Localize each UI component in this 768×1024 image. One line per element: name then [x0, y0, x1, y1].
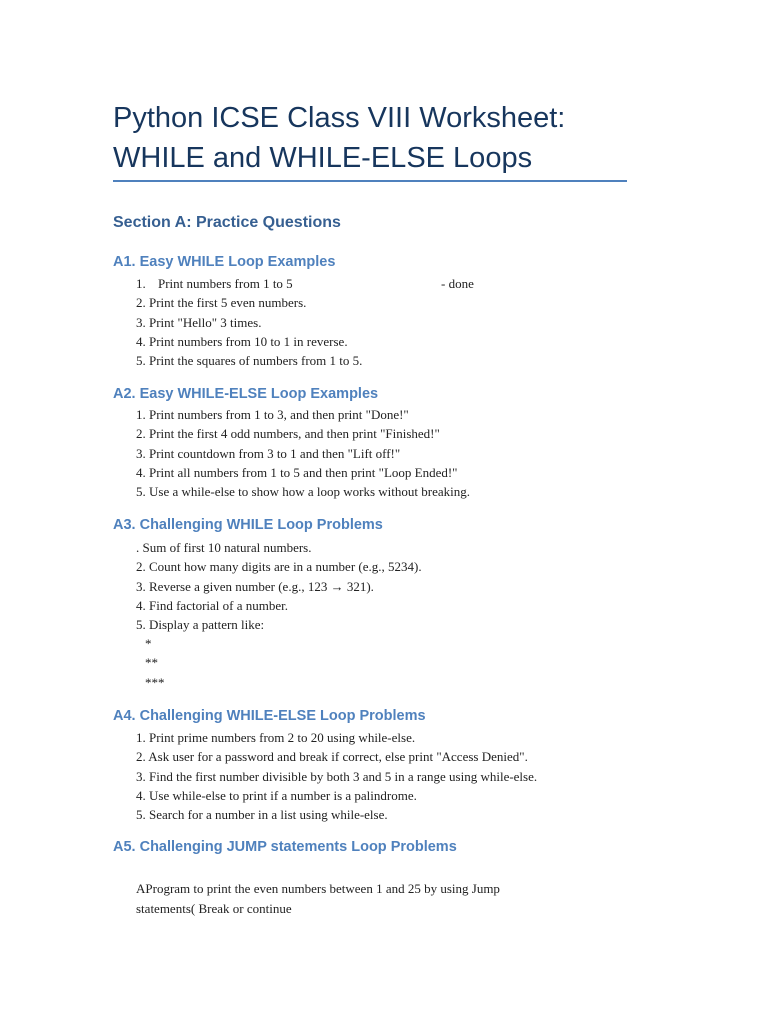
section-a-heading: Section A: Practice Questions [113, 214, 341, 231]
a4-heading: A4. Challenging WHILE-ELSE Loop Problems [113, 708, 426, 724]
list-item: 2. Print the first 4 odd numbers, and then print "Finished!" [136, 426, 440, 442]
list-item: 3. Find the first number divisible by both 3 and 5 in a range using while-else. [136, 768, 538, 784]
list-item: 1. Print numbers from 1 to 3, and then print "Done!" [136, 407, 409, 422]
list-item: 5. Search for a number in a list using while-else. [136, 807, 388, 823]
paragraph-line-1: AProgram to print the even numbers between 1 and 25 by using Jump [136, 881, 500, 896]
a5-heading: A5. Challenging JUMP statements Loop Problems [113, 839, 457, 855]
a1-list [136, 274, 474, 370]
a5-paragraph [136, 879, 566, 919]
list-item: 3. Print countdown from 3 to 1 and then "Lift off!" [136, 445, 401, 461]
title-line-1: Python ICSE Class VIII Worksheet: [113, 102, 566, 134]
list-item: 5. Print the squares of numbers from 1 to 5. [136, 353, 363, 369]
item-number: 1. [136, 276, 146, 291]
pattern-row: ** [145, 655, 158, 671]
list-item: 3. Reverse a given number (e.g., 123 → 321). [136, 578, 374, 594]
a3-list [136, 538, 422, 634]
list-item: 4. Print numbers from 10 to 1 in reverse. [136, 333, 348, 349]
item-text: Print numbers from 1 to 5 [158, 276, 293, 291]
list-item: 3. Print "Hello" 3 times. [136, 314, 262, 330]
a4-list [136, 728, 537, 824]
a2-heading: A2. Easy WHILE-ELSE Loop Examples [113, 386, 379, 402]
pattern-row: *** [145, 674, 165, 690]
star-pattern [145, 634, 165, 692]
list-item: 5. Display a pattern like: [136, 617, 265, 633]
done-note: - done [441, 276, 474, 291]
list-item: 1. Print prime numbers from 2 to 20 using while-else. [136, 730, 416, 745]
a2-list [136, 405, 470, 501]
pattern-row: * [145, 636, 152, 651]
document-title [113, 98, 633, 178]
paragraph-line-2: statements( Break or continue [136, 901, 292, 916]
list-item: 4. Print all numbers from 1 to 5 and then print "Loop Ended!" [136, 464, 458, 480]
list-item: 4. Use while-else to print if a number is a palindrome. [136, 787, 417, 803]
list-item [136, 274, 474, 293]
list-item: 2. Print the first 5 even numbers. [136, 295, 307, 311]
title-underline [113, 180, 627, 182]
a1-heading: A1. Easy WHILE Loop Examples [113, 254, 336, 270]
list-item: 5. Use a while-else to show how a loop works without breaking. [136, 484, 470, 500]
list-item: 2. Count how many digits are in a number (e.g., 5234). [136, 559, 422, 575]
list-item: 4. Find factorial of a number. [136, 597, 288, 613]
a3-heading: A3. Challenging WHILE Loop Problems [113, 517, 383, 533]
title-line-2: WHILE and WHILE-ELSE Loops [113, 142, 533, 174]
list-item: 2. Ask user for a password and break if correct, else print "Access Denied". [136, 749, 528, 765]
list-item: . Sum of first 10 natural numbers. [136, 540, 312, 555]
